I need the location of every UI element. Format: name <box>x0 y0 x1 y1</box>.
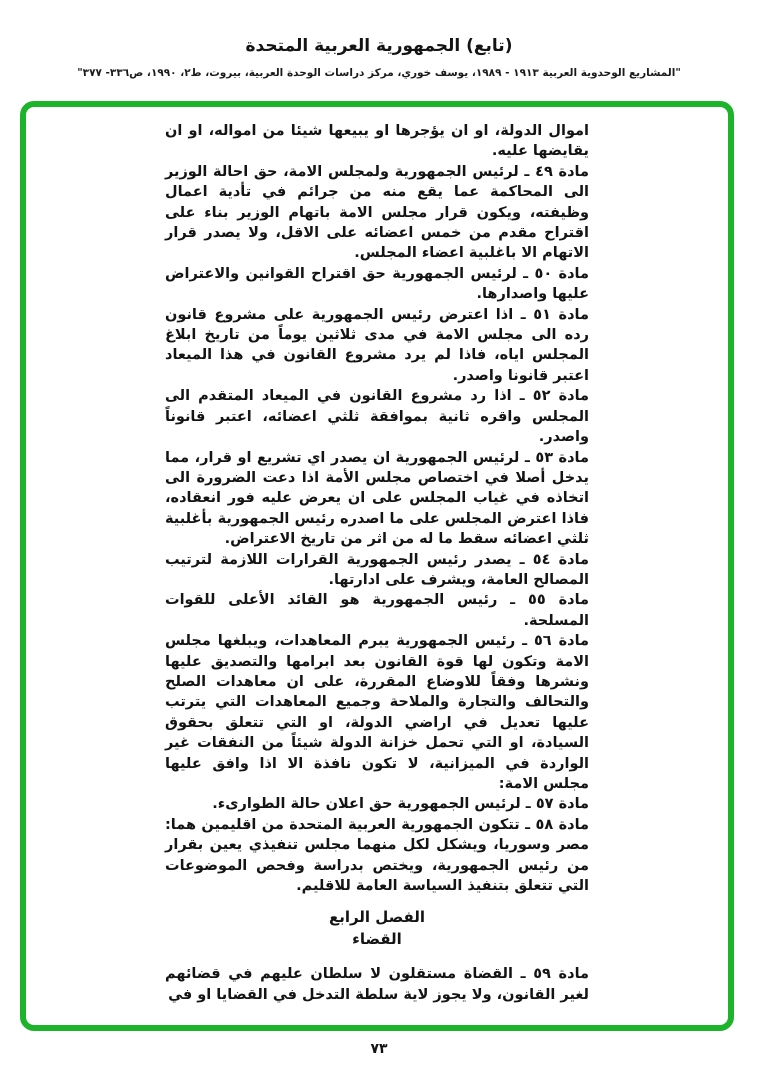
article-paragraph-53: مادة ٥٣ ـ لرئيس الجمهورية ان يصدر اي تشريع او قرار، مما يدخل أصلا في اختصاص مجلس الأمة اذا دعت الضرورة الى اتخاذه في غياب المجلس على ان يعرض عليه فور انعقاده، فاذا اعترض المجلس على ما اصدره رئيس الجمهورية بأغلبية ثلثي اعضائه سقط ما له من اثر من تاريخ الاعتراض. <box>165 449 589 548</box>
chapter-title: الفصل الرابع <box>328 908 426 927</box>
citation-line: "المشاريع الوحدوية العربية ١٩١٣ - ١٩٨٩، يوسف خوري، مركز دراسات الوحدة العربية، بيروت، ط٢، ١٩٩٠، ص٣٣٦- ٣٧٧" <box>77 67 681 79</box>
green-border-frame <box>20 101 734 1031</box>
page-title: (تابع) الجمهورية العربية المتحدة <box>245 36 513 56</box>
page-number: ٧٣ <box>370 1041 388 1057</box>
article-paragraph-49: مادة ٤٩ ـ لرئيس الجمهورية ولمجلس الامة، حق احالة الوزير الى المحاكمة عما يقع منه من جرائم في تأدية اعمال وظيفته، ويكون قرار مجلس الامة باتهام الوزير بناء على اقتراح مقدم من خمس اعضائه على الاقل، ولا يصدر قرار الاتهام الا باغلبية اعضاء المجلس. <box>165 163 589 262</box>
article-paragraph-52: مادة ٥٢ ـ اذا رد مشروع القانون في الميعاد المتقدم الى المجلس واقره ثانية بموافقة ثلثي اعضائه، اعتبر قانوناً واصدر. <box>165 388 589 446</box>
article-paragraph-58: مادة ٥٨ ـ تتكون الجمهورية العربية المتحدة من اقليمين هما: مصر وسوريا، ويشكل لكل منهما مجلس تنفيذي يعين بقرار من رئيس الجمهورية، ويختص بدراسة وفحص الموضوعات التي تتعلق بتنفيذ السياسة العامة للاقليم. <box>165 816 589 895</box>
chapter-subtitle: القضاء <box>352 930 402 949</box>
article-paragraph-50: مادة ٥٠ ـ لرئيس الجمهورية حق اقتراح القوانين والاعتراض عليها واصدارها. <box>165 265 589 303</box>
article-paragraph-59: مادة ٥٩ ـ القضاة مستقلون لا سلطان عليهم في قضائهم لغير القانون، ولا يجوز لاية سلطة التدخل في القضايا او في <box>165 966 589 1003</box>
article-paragraph-51: مادة ٥١ ـ اذا اعترض رئيس الجمهورية على مشروع قانون رده الى مجلس الامة في مدى ثلاثين يوماً من تاريخ ابلاغ المجلس اياه، فاذا لم يرد مشروع القانون في هذا الميعاد اعتبر قانونا واصدر. <box>165 306 589 384</box>
article-paragraph-54: مادة ٥٤ ـ يصدر رئيس الجمهورية القرارات اللازمة لترتيب المصالح العامة، ويشرف على ادارتها. <box>165 551 589 588</box>
article-paragraph: اموال الدولة، او ان يؤجرها او يبيعها شيئا من امواله، او ان يقايضها عليه. <box>165 123 589 160</box>
article-paragraph-56: مادة ٥٦ ـ رئيس الجمهورية يبرم المعاهدات، ويبلغها مجلس الامة وتكون لها قوة القانون بعد ابرامها والتصديق عليها ونشرها وفقاً للاوضاع المقررة، على ان معاهدات الصلح والتحالف والتجارة والملاحة وجميع المعاهدات التي يترتب عليها تعديل في اراضي الدولة، او التي تتعلق بحقوق السيادة، او التي تحمل خزانة الدولة شيئاً من النفقات غير الواردة في الميزانية، لا تكون نافذة الا اذا وافق عليها مجلس الامة: <box>165 633 589 792</box>
chapter-heading <box>165 906 589 950</box>
article-text-column <box>165 121 589 1005</box>
article-paragraph-55: مادة ٥٥ ـ رئيس الجمهورية هو القائد الأعلى للقوات المسلحة. <box>165 592 589 629</box>
article-paragraph-57: مادة ٥٧ ـ لرئيس الجمهورية حق اعلان حالة الطوارىء. <box>212 796 589 813</box>
